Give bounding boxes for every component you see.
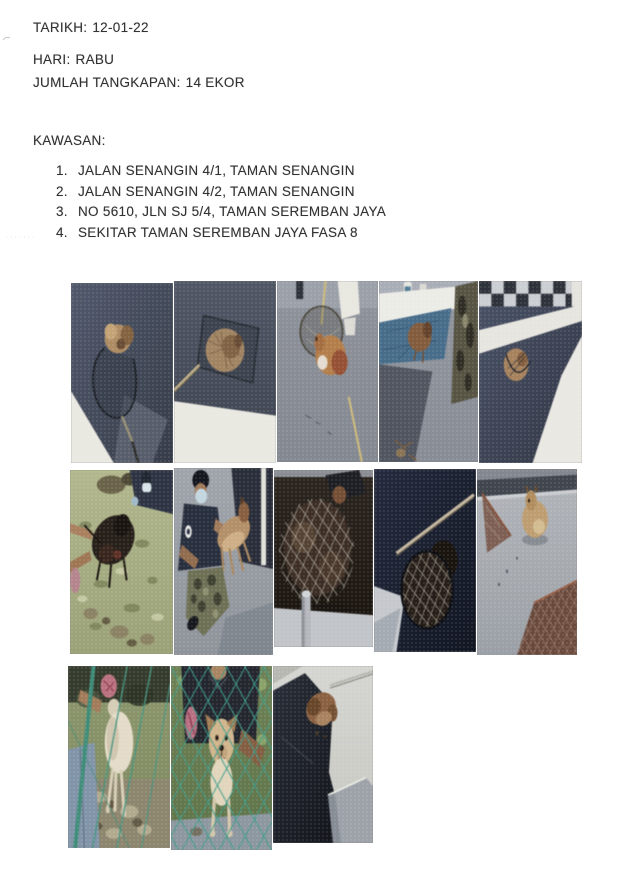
photo-row2-4 bbox=[374, 469, 476, 652]
photo-row2-1-image bbox=[70, 470, 173, 654]
photo-row2-5 bbox=[477, 469, 577, 655]
field-hari-label: HARI: bbox=[33, 52, 71, 67]
field-tarikh bbox=[33, 20, 149, 35]
photo-row2-1 bbox=[70, 470, 173, 654]
photo-row1-1 bbox=[71, 283, 173, 463]
photo-row1-4 bbox=[379, 281, 478, 462]
photo-row3-2-image bbox=[171, 666, 272, 850]
photo-row1-1-image bbox=[71, 283, 173, 463]
kawasan-item-3 bbox=[56, 202, 386, 223]
kawasan-item-3-text: NO 5610, JLN SJ 5/4, TAMAN SEREMBAN JAYA bbox=[78, 204, 387, 220]
field-jumlah-tangkapan bbox=[33, 75, 245, 90]
photo-row3-1 bbox=[68, 666, 170, 848]
photo-row1-3-image bbox=[277, 281, 378, 462]
photo-row2-5-image bbox=[477, 469, 577, 655]
kawasan-item-4-number: 4. bbox=[56, 225, 68, 241]
kawasan-item-2 bbox=[56, 182, 386, 203]
field-hari bbox=[33, 52, 114, 67]
kawasan-item-2-number: 2. bbox=[56, 183, 68, 199]
photo-row1-3 bbox=[277, 281, 378, 462]
field-hari-value: RABU bbox=[75, 52, 115, 67]
field-tarikh-value: 12-01-22 bbox=[92, 20, 149, 35]
photo-row1-2 bbox=[174, 281, 276, 463]
photo-row2-4-image bbox=[374, 469, 476, 652]
kawasan-item-1 bbox=[56, 161, 386, 182]
kawasan-item-2-text: JALAN SENANGIN 4/2, TAMAN SENANGIN bbox=[78, 183, 355, 199]
kawasan-item-3-number: 3. bbox=[56, 204, 68, 220]
kawasan-item-1-text: JALAN SENANGIN 4/1, TAMAN SENANGIN bbox=[78, 163, 355, 178]
photo-row3-3 bbox=[273, 666, 373, 843]
field-tarikh-label: TARIKH: bbox=[33, 20, 88, 35]
photo-row2-2 bbox=[174, 468, 273, 655]
kawasan-list bbox=[56, 161, 386, 244]
photo-row1-5 bbox=[479, 281, 582, 463]
photo-row2-3 bbox=[274, 470, 373, 647]
kawasan-heading: KAWASAN: bbox=[33, 133, 106, 148]
photo-row2-2-image bbox=[174, 468, 273, 655]
photo-row1-2-image bbox=[174, 281, 276, 463]
scan-artifact-mark bbox=[2, 31, 16, 45]
photo-row3-2 bbox=[171, 666, 272, 850]
photo-row3-3-image bbox=[273, 666, 373, 843]
photo-row3-1-image bbox=[68, 666, 170, 848]
field-jumlah-value: 14 EKOR bbox=[185, 75, 245, 90]
photo-row1-4-image bbox=[379, 281, 478, 462]
photo-row1-5-image bbox=[479, 281, 582, 463]
field-jumlah-label: JUMLAH TANGKAPAN: bbox=[33, 75, 181, 90]
kawasan-item-1-number: 1. bbox=[56, 163, 68, 178]
photo-row2-3-image bbox=[274, 470, 373, 647]
kawasan-item-4-text: SEKITAR TAMAN SEREMBAN JAYA FASA 8 bbox=[78, 225, 358, 241]
scan-artifact-dots: ······· bbox=[6, 234, 37, 241]
kawasan-item-4 bbox=[56, 223, 386, 244]
